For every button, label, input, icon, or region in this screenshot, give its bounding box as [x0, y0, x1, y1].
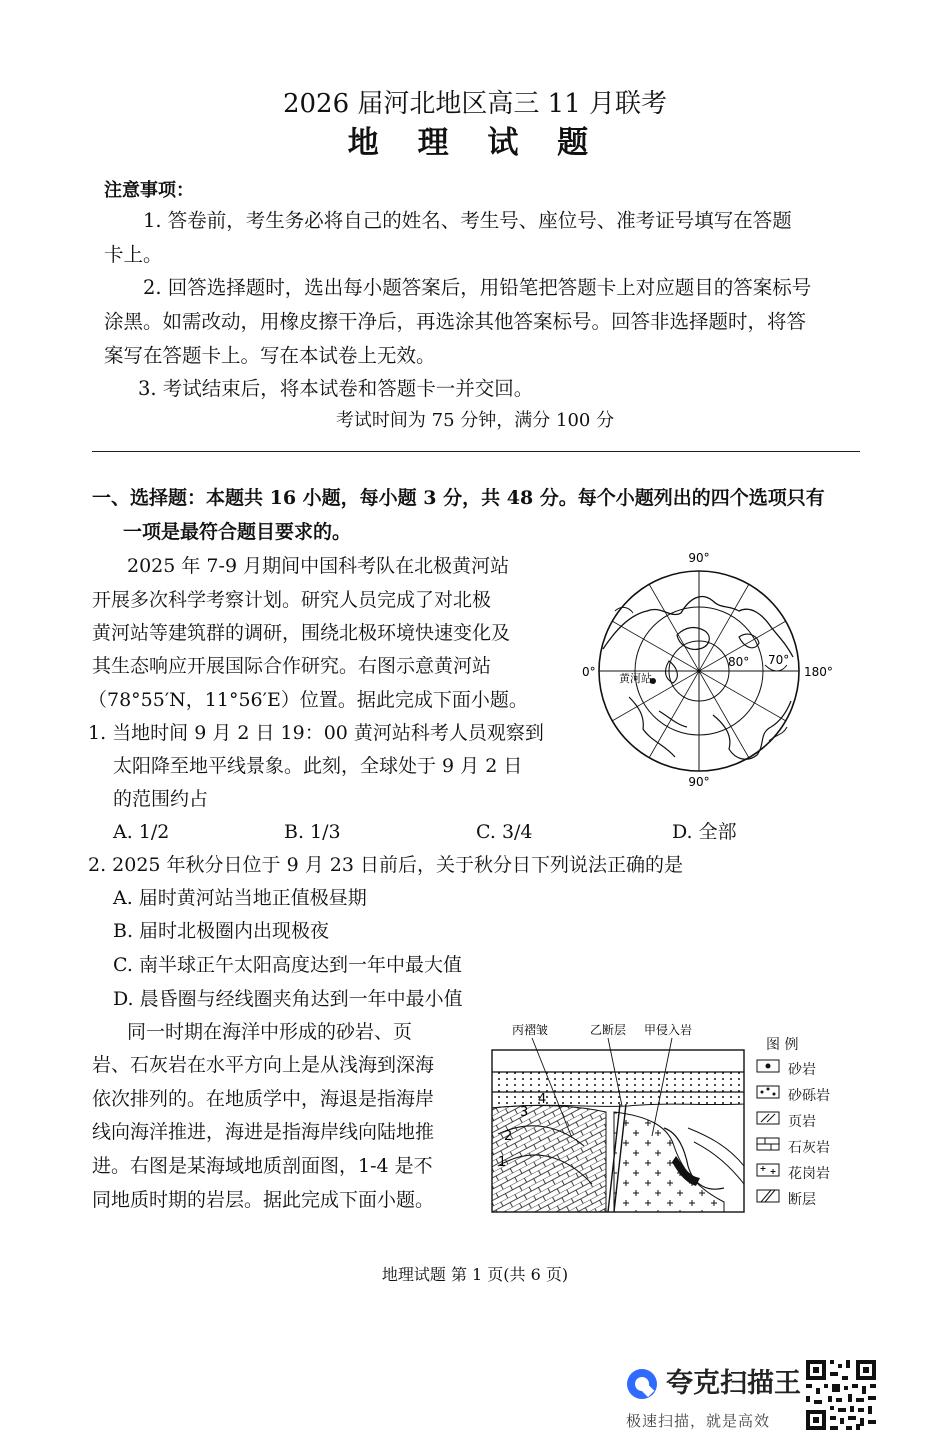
q2-stem: 2. 2025 年秋分日位于 9 月 23 日前后，关于秋分日下列说法正确的是 [88, 854, 683, 876]
notice-item-1-cont: 卡上。 [104, 243, 163, 266]
qr-code-icon [804, 1358, 878, 1432]
notice-item-2-cont: 涂黑。如需改动，用橡皮擦干净后，再选涂其他答案标号。回答非选择题时，将答 [104, 310, 807, 333]
passage2-line: 进。右图是某海域地质剖面图，1-4 是不 [92, 1155, 433, 1177]
q2-option-c: C. 南半球正午太阳高度达到一年中最大值 [113, 954, 462, 976]
notice-item-2-cont2: 案写在答题卡上。写在本试卷上无效。 [104, 344, 436, 367]
q2-option-d: D. 晨昏圈与经线圈夹角达到一年中最小值 [113, 988, 463, 1010]
passage2-line: 依次排列的。在地质学中，海退是指海岸 [92, 1088, 435, 1110]
legend-limestone: 石灰岩 [788, 1140, 830, 1156]
q1-option-b: B. 1/3 [284, 821, 341, 843]
q1-option-c: C. 3/4 [476, 821, 533, 843]
layer-number-2: 2 [504, 1129, 513, 1144]
map-label-80: 80° [728, 655, 750, 669]
quark-logo-icon [624, 1366, 660, 1402]
arctic-polar-map [578, 548, 850, 790]
passage1-line: 2025 年 7-9 月期间中国科考队在北极黄河站 [127, 555, 510, 577]
notice-item-3: 3. 考试结束后，将本试卷和答题卡一并交回。 [138, 377, 534, 400]
map-label-top: 90° [688, 551, 710, 565]
subject-title: 地 理 试 题 [347, 125, 603, 161]
layer-number-4: 4 [538, 1092, 547, 1107]
q1-option-d: D. 全部 [672, 821, 737, 843]
map-label-left: 0° [582, 665, 596, 679]
q1-stem: 1. 当地时间 9 月 2 日 19：00 黄河站科考人员观察到 [88, 722, 544, 744]
map-label-right: 180° [804, 665, 833, 679]
map-label-70: 70° [768, 653, 790, 667]
passage1-line: （78°55′N，11°56′E）位置。据此完成下面小题。 [88, 689, 528, 711]
notice-heading: 注意事项： [104, 180, 194, 201]
passage1-line: 其生态响应开展国际合作研究。右图示意黄河站 [92, 655, 492, 677]
passage1-line: 黄河站等建筑群的调研，围绕北极环境快速变化及 [92, 622, 511, 644]
legend-sandstone: 砂岩 [788, 1062, 816, 1078]
watermark-slogan: 极速扫描，就是高效 [626, 1412, 771, 1430]
q1-stem-cont: 太阳降至地平线景象。此刻，全球处于 9 月 2 日 [113, 755, 523, 777]
passage2-line: 同一时期在海洋中形成的砂岩、页 [127, 1021, 413, 1043]
exam-time-info: 考试时间为 75 分钟，满分 100 分 [335, 410, 615, 431]
section-heading: 一、选择题：本题共 16 小题，每小题 3 分，共 48 分。每个小题列出的四个选项只有 [92, 487, 825, 509]
section-heading-cont: 一项是最符合题目要求的。 [123, 521, 352, 543]
geologic-cross-section [488, 1016, 750, 1216]
q1-option-a: A. 1/2 [113, 821, 170, 843]
layer-number-3: 3 [520, 1105, 529, 1120]
label-fold: 丙褶皱 [512, 1023, 549, 1037]
layer-number-1: 1 [498, 1155, 507, 1170]
legend-conglomerate: 砂砾岩 [788, 1088, 830, 1104]
q2-option-a: A. 届时黄河站当地正值极昼期 [113, 887, 367, 909]
page-footer: 地理试题 第 1 页(共 6 页) [381, 1265, 569, 1284]
passage2-line: 岩、石灰岩在水平方向上是从浅海到深海 [92, 1054, 435, 1076]
legend-title: 图 例 [766, 1037, 799, 1053]
notice-item-2: 2. 回答选择题时，选出每小题答案后，用铅笔把答题卡上对应题目的答案标号 [143, 276, 812, 299]
watermark-brand: 夸克扫描王 [666, 1368, 801, 1399]
q2-option-b: B. 届时北极圈内出现极夜 [113, 920, 330, 942]
exam-title: 2026 届河北地区高三 11 月联考 [282, 89, 668, 119]
passage2-line: 线向海洋推进，海进是指海岸线向陆地推 [92, 1121, 435, 1143]
label-intrusion: 甲侵入岩 [644, 1023, 693, 1037]
map-label-bottom: 90° [688, 775, 710, 789]
label-fault: 乙断层 [590, 1023, 627, 1037]
q1-stem-cont2: 的范围约占 [113, 788, 209, 810]
notice-item-1: 1. 答卷前，考生务必将自己的姓名、考生号、座位号、准考证号填写在答题 [143, 209, 792, 232]
legend-swatches [755, 1058, 781, 1208]
passage1-line: 开展多次科学考察计划。研究人员完成了对北极 [92, 589, 492, 611]
legend-fault: 断层 [788, 1192, 816, 1208]
legend-shale: 页岩 [788, 1114, 816, 1130]
station-label: 黄河站 [619, 672, 652, 685]
divider [92, 451, 860, 452]
legend-granite: 花岗岩 [788, 1166, 830, 1182]
passage2-line: 同地质时期的岩层。据此完成下面小题。 [92, 1189, 435, 1211]
